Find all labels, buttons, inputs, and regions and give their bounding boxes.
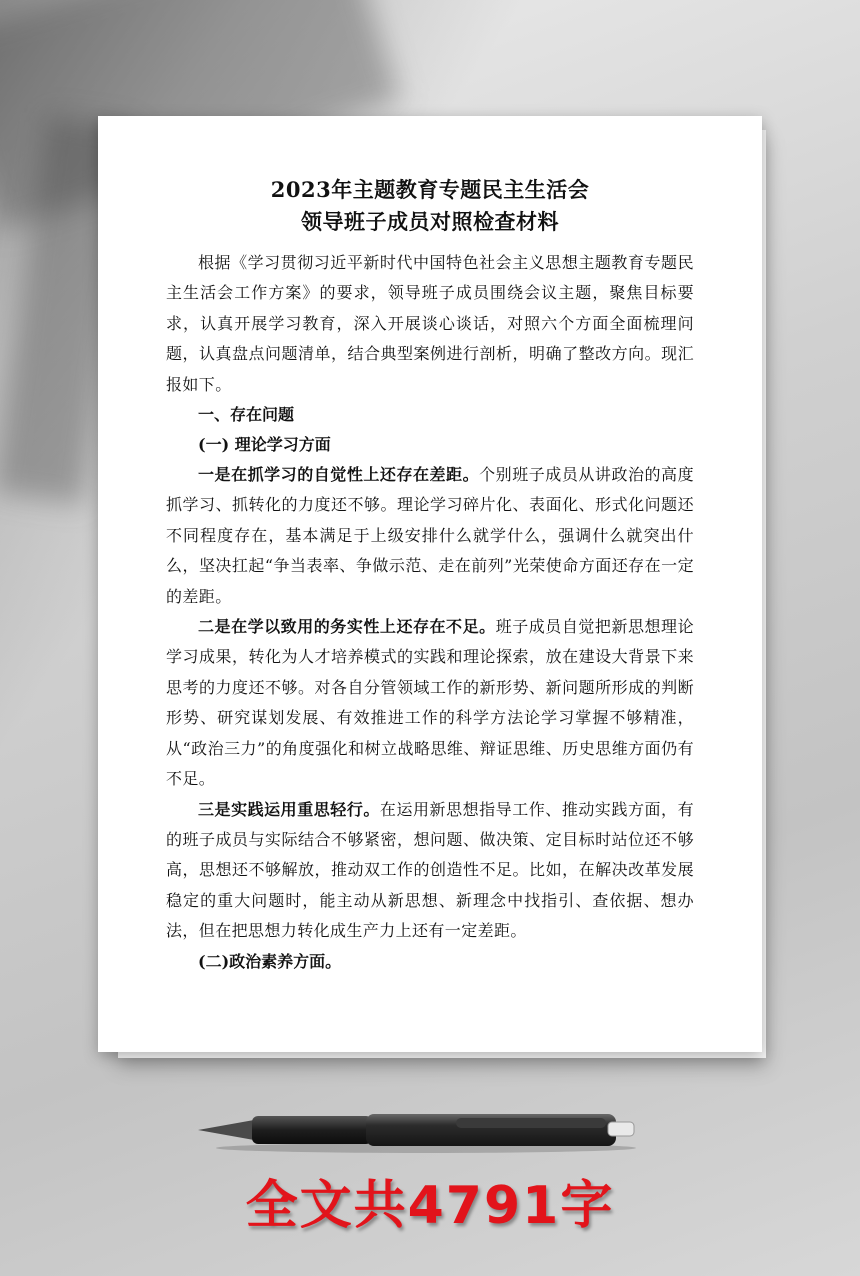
point-paragraph <box>166 795 694 947</box>
point-paragraph <box>166 460 694 612</box>
pen-illustration <box>196 1108 636 1154</box>
point-lead: 二是在学以致用的务实性上还存在不足。 <box>198 617 496 637</box>
document-title: 2023年主题教育专题民主生活会 <box>270 177 590 202</box>
word-count-banner: 全文共4791字 <box>245 1176 615 1236</box>
document-page <box>98 116 762 1052</box>
subsection-heading: (二)政治素养方面。 <box>198 951 342 971</box>
subsection-heading: (一) 理论学习方面 <box>198 435 331 455</box>
point-lead: 一是在抓学习的自觉性上还存在差距。 <box>198 465 480 485</box>
document-subtitle: 领导班子成员对照检查材料 <box>301 209 559 234</box>
point-text: 个别班子成员从讲政治的高度抓学习、抓转化的力度还不够。理论学习碎片化、表面化、形式化问题还不同程度存在，基本满足于上级安排什么就学什么，强调什么就突出什么，坚决扛起“争当表率、争做示范、走在前列”光荣使命方面还存在一定的差距。 <box>166 465 694 606</box>
point-text: 在运用新思想指导工作、推动实践方面，有的班子成员与实际结合不够紧密，想问题、做决策、定目标时站位还不够高，思想还不够解放，推动双工作的创造性不足。比如，在解决改革发展稳定的重大问题时，能主动从新思想、新理念中找指引、查依据、想办法，但在把思想力转化成生产力上还有一定差距。 <box>166 799 694 941</box>
point-paragraph <box>166 612 694 794</box>
section-heading: 一、存在问题 <box>198 405 295 425</box>
point-lead: 三是实践运用重思轻行。 <box>198 799 380 819</box>
intro-paragraph: 根据《学习贯彻习近平新时代中国特色社会主义思想主题教育专题民主生活会工作方案》的要求，领导班子成员围绕会议主题，聚焦目标要求，认真开展学习教育，深入开展谈心谈话，对照六个方面全面梳理问题，认真盘点问题清单，结合典型案例进行剖析，明确了整改方向。现汇报如下。 <box>166 253 694 394</box>
point-text: 班子成员自觉把新思想理论学习成果，转化为人才培养模式的实践和理论探索，放在建设大背景下来思考的力度还不够。对各自分管领域工作的新形势、新问题所形成的判断形势、研究谋划发展、有效推进工作的科学方法论学习掌握不够精准，从“政治三力”的角度强化和树立战略思维、辩证思维、历史思维方面仍有不足。 <box>166 617 694 789</box>
